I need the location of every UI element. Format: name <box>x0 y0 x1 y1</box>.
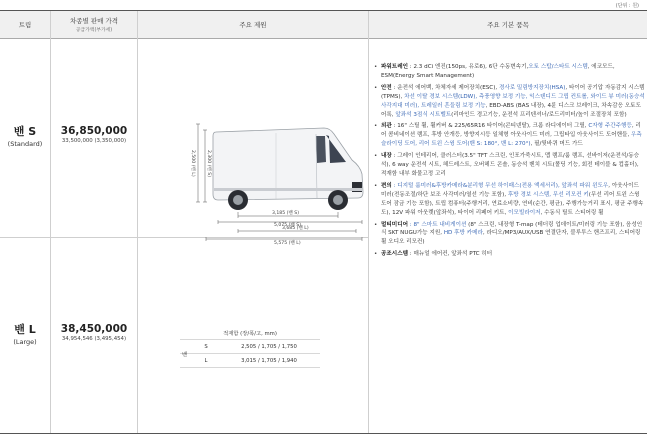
feature-highlight: C자형 주간주행등 <box>588 123 632 130</box>
cargo-table-header-label: 적재함 (장/폭/고, mm) <box>223 330 277 337</box>
feature-label: 외관 <box>381 123 392 130</box>
feature-text: , 타이어 공기압 자동감지 시스템(TPMS), <box>381 84 645 100</box>
header-price-label: 차종별 판매 가격 <box>69 17 119 25</box>
dim-length-s: 5,075 (밴 S) <box>274 223 302 228</box>
list-item <box>373 250 645 259</box>
trim-van-s <box>0 123 50 148</box>
cargo-row-label: S <box>204 343 208 350</box>
feature-label: 내장 <box>381 153 392 160</box>
feature-highlight: 이모빌라이저 <box>508 209 541 216</box>
feature-list <box>373 63 645 262</box>
table-row <box>180 354 320 368</box>
feature-text: : 16" 스틸 휠, 휠커버 & 225/65R16 타이어(콘티넨탈), 크롬 라디에이터 그릴, <box>391 123 589 130</box>
feature-highlight: 우측 슬라이딩 도어, 리어 트윈 스윙 도어(밴 S: 180°, 밴 L: 270°) <box>381 132 642 148</box>
list-item <box>373 152 645 179</box>
height-dimension <box>196 124 207 202</box>
feature-highlight: 앞좌석 3점식 시트벨트 <box>395 111 452 118</box>
list-item <box>373 84 645 120</box>
header-price <box>51 11 137 39</box>
list-item <box>373 122 645 149</box>
feature-text: , 에코모드, ESM(Energy Smart Management) <box>381 64 615 79</box>
header-price-sub: 공급가액(부가세) <box>75 28 113 33</box>
trim-name-en: (Large) <box>13 338 37 346</box>
cargo-row-label: L <box>204 357 208 364</box>
dim-height-inner: 2,300 (밴 S) <box>206 150 211 178</box>
header-main-specs <box>138 11 368 39</box>
feature-text: : 매뉴얼 에어컨, 앞좌석 PTC 히터 <box>408 251 493 258</box>
feature-text: , 수동식 틸트 스티어링 휠 <box>540 209 604 216</box>
feature-highlight: HD 후방 카메라 <box>443 230 483 237</box>
feature-text: (리마인드 경고기능, 운전석 프리텐셔너/로드리미터/높이 조절장치 포함) <box>451 111 627 118</box>
trim-name: 밴 S <box>13 125 37 138</box>
list-item <box>373 182 645 218</box>
table-row <box>180 340 320 354</box>
dim-length-l: 5,575 (밴 L) <box>274 241 301 246</box>
header-main-items-label: 주요 기본 품목 <box>487 21 529 29</box>
unit-note: (단위 : 원) <box>615 3 639 9</box>
divider <box>137 11 138 433</box>
feature-highlight: 오토 스탑/스타트 시스템 <box>528 64 588 70</box>
divider <box>368 11 369 433</box>
price-sub: 34,954,546 (3,495,454) <box>61 336 127 342</box>
dim-height-outer: 2,500 (밴 L) <box>190 150 195 177</box>
feature-text: , 아웃사이드 미러(전동조절/하단 보조 사각미러/열선 기능 포함), <box>381 182 639 198</box>
cargo-dimension-table <box>180 326 320 368</box>
feature-highlight: : 디지털 룸미러&후방카메라&분리형 무선 하이패스(전용 액세서리), 앞좌석 파워 윈도우 <box>391 182 609 189</box>
trim-van-l <box>0 321 50 346</box>
dim-wheelbase-l: 3,685 (밴 L) <box>282 226 309 231</box>
van-dimension-illustration <box>190 122 368 272</box>
list-item <box>373 63 645 81</box>
feature-text: , EBD-ABS (BAS 내장), 4륜 디스크 브레이크, 차속감응 오토도어록, <box>381 102 641 118</box>
feature-text: , 라디오/MP3/AUX/USB 연결단자, 블루투스 핸즈프리, 스티어링휠 오디오 리모컨) <box>381 230 641 246</box>
feature-text: : 2.3 dCi 엔진(150ps, 유로6), 6단 수동변속기, <box>408 64 529 70</box>
trim-name-en: (Standard) <box>7 140 43 148</box>
list-item <box>373 221 645 248</box>
header-main-items <box>369 11 647 39</box>
feature-label: 안전 <box>381 84 392 91</box>
van-body <box>213 128 363 210</box>
cargo-table-header <box>180 326 320 340</box>
cargo-row-value: 3,015 / 1,705 / 1,940 <box>241 357 297 364</box>
divider <box>50 11 51 433</box>
price-main: 38,450,000 <box>60 323 128 335</box>
feature-label: 파워트레인 <box>381 64 409 70</box>
feature-highlight: : 8" 스마트 내비게이션 <box>408 221 467 228</box>
header-main-specs-label: 주요 제원 <box>239 21 267 29</box>
feature-label: 공조시스템 <box>381 251 409 258</box>
dim-wheelbase-s: 3,185 (밴 S) <box>272 211 300 216</box>
feature-text: : 운전석 에어백, 차체자세 제어장치(ESC), <box>391 84 499 91</box>
feature-text: : 그레이 인테리어, 클러스터(3.5" TFT 스크린, 인포가죽시트, 맵 램프/룸 램프, 선바이저(운전석/동승석), 6 way 운전석 시트, 헤드레스트, 오버헤드 콘솔, 동승석 벤치 시트(폴딩 기능, 회전 테이블 & 컵홀더), 적재함 내부 화물고정 고리 <box>381 153 640 177</box>
feature-highlight: 경사로 밀림방지장치(HSA) <box>498 84 566 91</box>
feature-highlight: 차선 이탈 경보 시스템(LDW), 측풍영향 보정 기능, 익스텐디드 그립 컨트롤, 와이드 뷰 미러(동승석 사각지대 미러), 트레일러 흔들림 보정 기능 <box>381 93 645 109</box>
feature-highlight: 후방 경보 시스템, 무선 리모컨 키 <box>507 191 589 198</box>
header-trim-label: 트림 <box>18 21 32 29</box>
feature-text: , 리어 콤비네이션 램프, 후방 안개등, 방향지시등 일체형 아웃사이드 미러, 그립타입 아웃사이드 도어핸들, <box>381 123 641 139</box>
cargo-row-value: 2,505 / 1,705 / 1,750 <box>241 343 297 350</box>
trim-name: 밴 L <box>14 323 36 336</box>
price-van-l <box>51 323 137 342</box>
price-sub: 33,500,000 (3,350,000) <box>61 138 127 144</box>
feature-label: 멀티미디어 <box>381 221 409 228</box>
feature-text: (무선 리어 트윈 스윙 도어 잠금 기능 포함), 트립 컴퓨터(주행거리, 연료소비량, 연비(순간, 평균), 주행가능거리 표시, 평균 주행속도), 12V 파워 아웃렛(앞좌석), 타이어 리페어 키트, <box>381 191 644 216</box>
feature-text: , 필/뒷바퀴 머드 가드 <box>530 141 583 148</box>
feature-text: (8" 스크린, 내장형 T-map (테더링 업데이트/미러링 기능 포함), 음성인식 SKT NUGU가능 지원, <box>381 221 643 237</box>
price-main: 36,850,000 <box>60 125 128 137</box>
cargo-group-label: 밴 <box>182 352 188 358</box>
header-trim <box>0 11 50 39</box>
price-van-s <box>51 125 137 144</box>
feature-label: 편의 <box>381 182 392 189</box>
